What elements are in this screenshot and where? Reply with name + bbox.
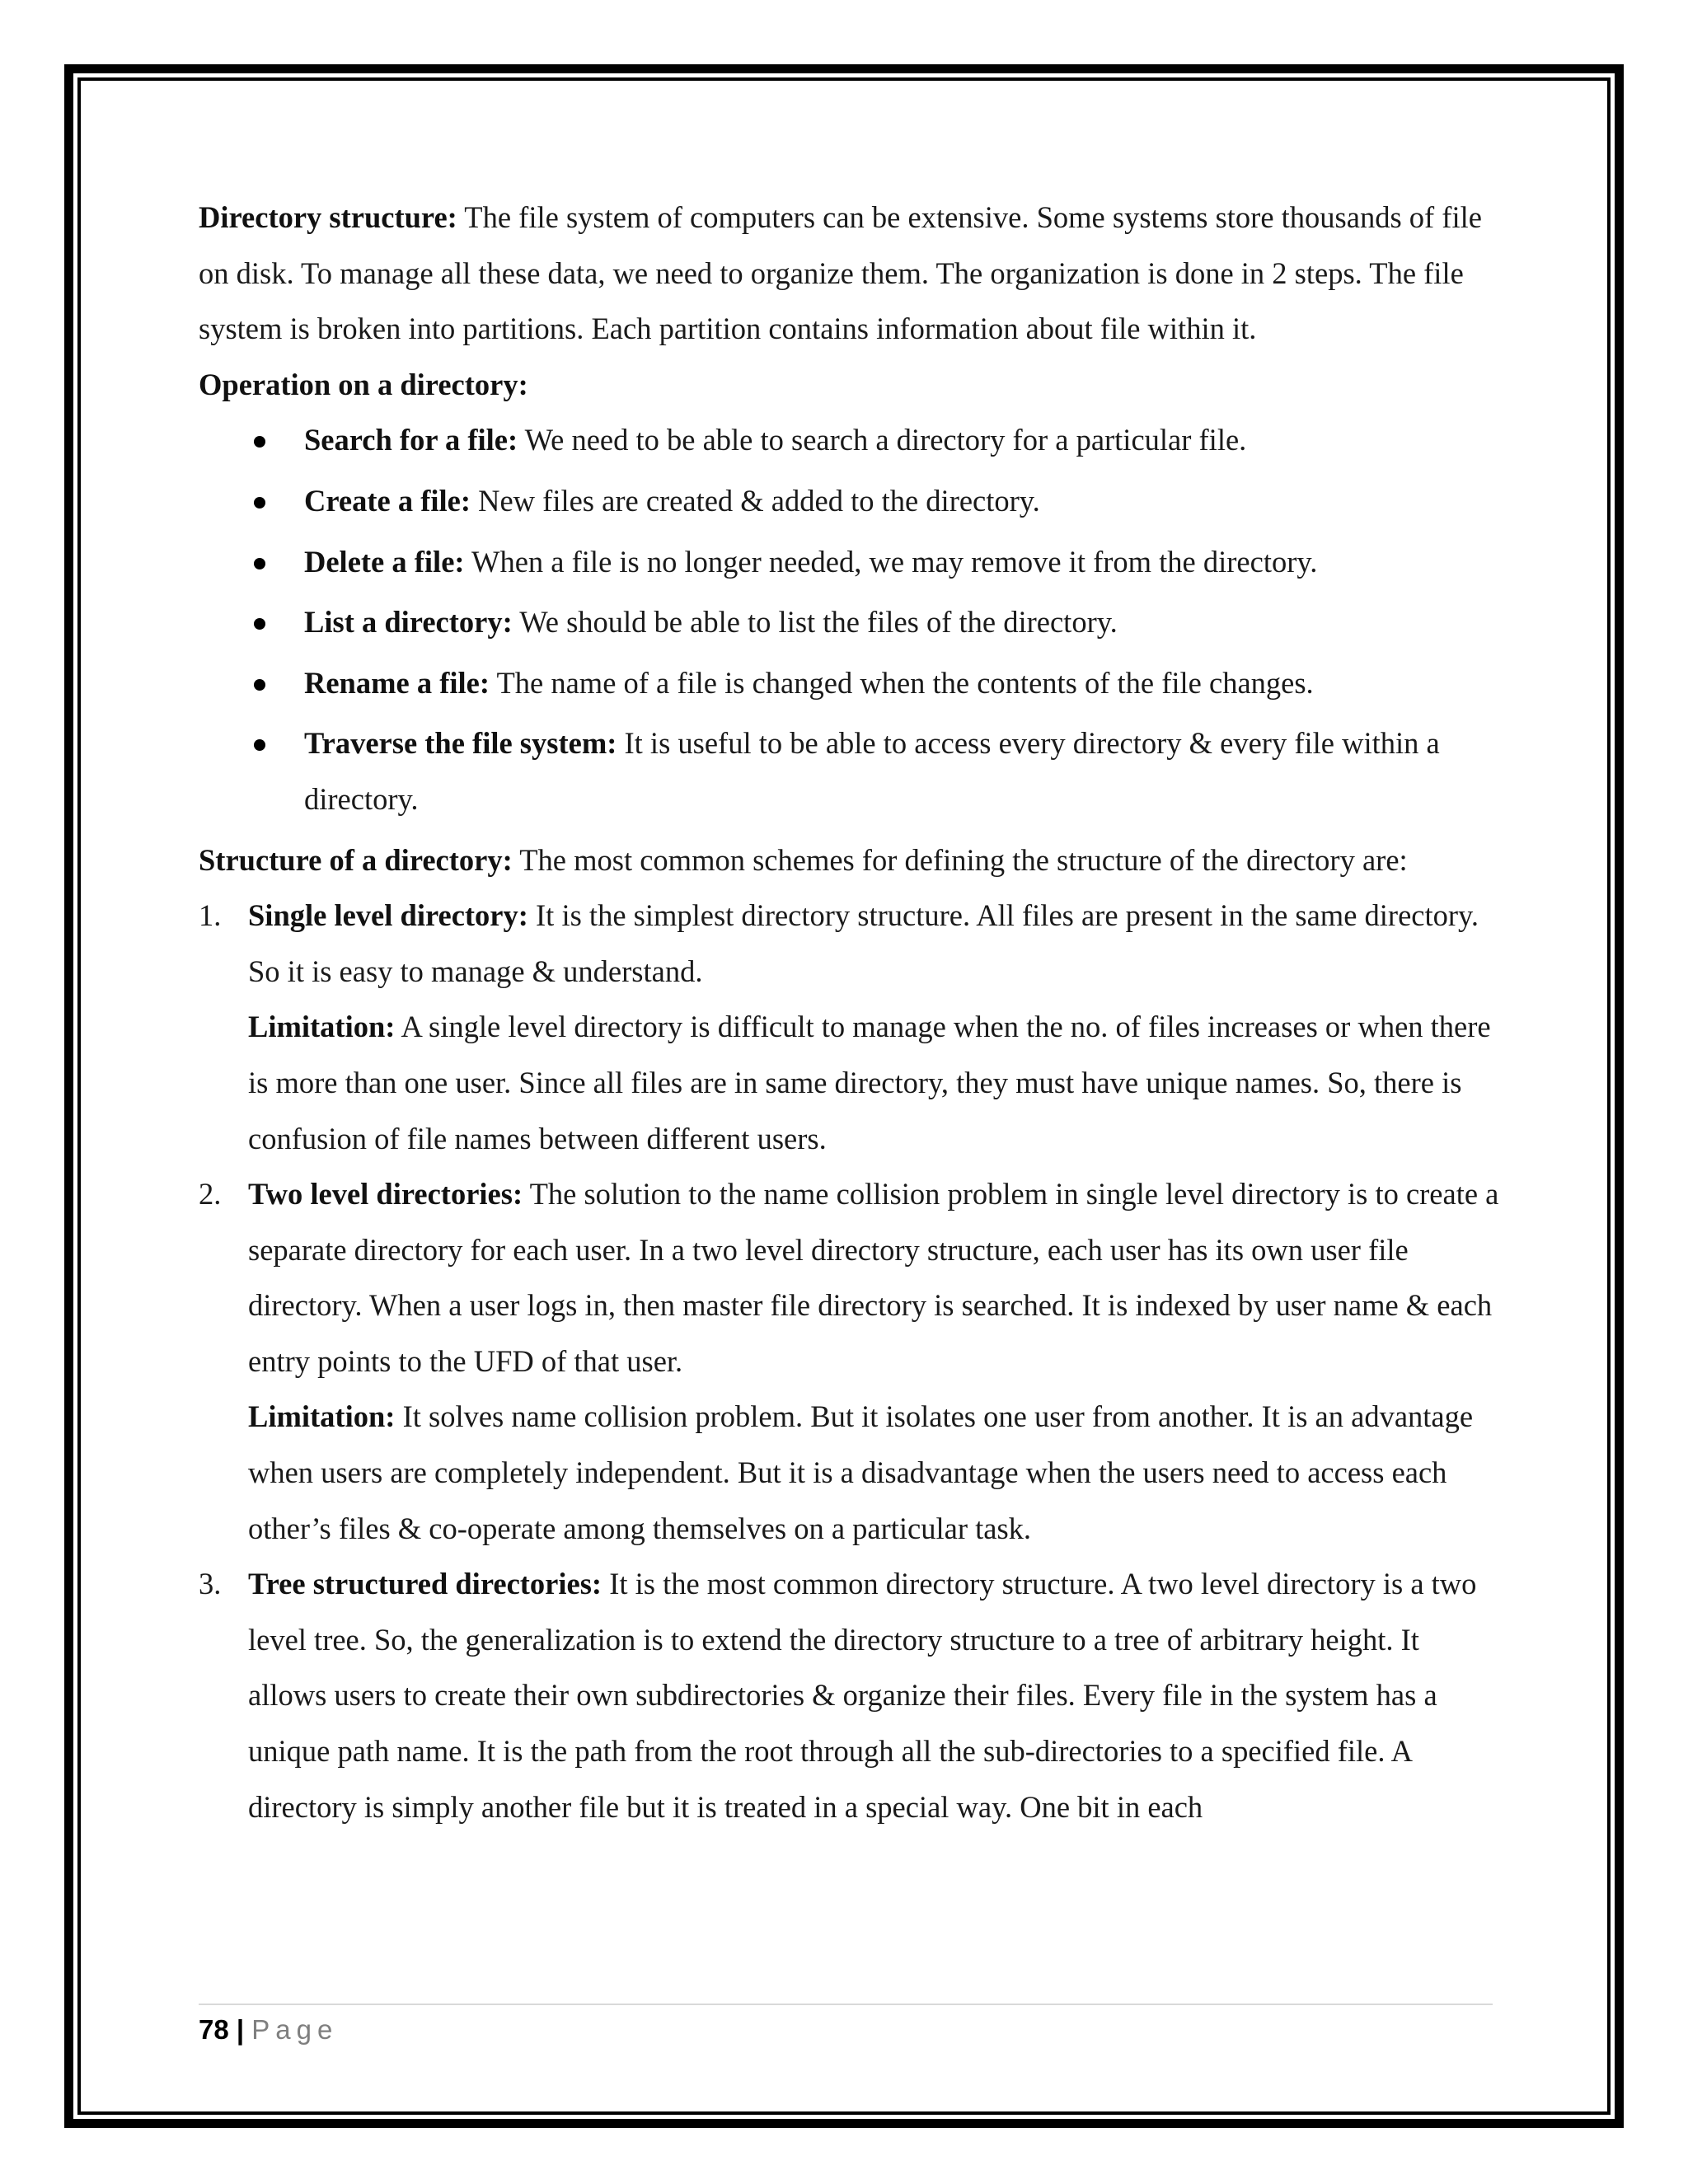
bullet-icon [254, 436, 265, 448]
operations-heading: Operation on a directory: [199, 367, 528, 401]
operations-list-item: Create a file: New files are created & added to the directory. [199, 473, 1501, 529]
list-number: 2. [199, 1177, 222, 1212]
page-number: 78 [199, 2014, 229, 2045]
operations-list-item: List a directory: We should be able to list the files of the directory. [199, 594, 1501, 650]
bullet-icon [254, 618, 265, 630]
limitation-paragraph: Limitation: It solves name collision problem. But it isolates one user from another. It is an advantage when users are completely independent. But it is a disadvantage when the users need to access each other’s files & co-operate among themselves on a particular task. [248, 1399, 1474, 1545]
operations-list-item: Delete a file: When a file is no longer needed, we may remove it from the directory. [199, 534, 1501, 590]
structure-list-item: 1. Single level directory: It is the simplest directory structure. All files are present in the same directory. So it is easy to manage & understand. Limitation: A single level directory is difficult to manage when the no. of files increases or when there is more than one user. Since all files are in same directory, they must have unique names. So, there is confusion of file names between different users. [199, 888, 1501, 1166]
page-label: Page [251, 2014, 339, 2045]
structure-list [199, 888, 1501, 1835]
structure-paragraph [199, 832, 1501, 888]
bullet-icon [254, 679, 265, 691]
bullet-icon [254, 558, 265, 569]
limitation-paragraph: Limitation: A single level directory is difficult to manage when the no. of files increases or when there is more than one user. Since all files are in same directory, they must have unique names. So, there is confusion of file names between different users. [248, 1010, 1491, 1155]
structure-list-item: 2. Two level directories: The solution to the name collision problem in single level directory is to create a separate directory for each user. In a two level directory structure, each user has its own user file directory. When a user logs in, then master file directory is searched. It is indexed by user name & each entry points to the UFD of that user. Limitation: It solves name collision problem. But it isolates one user from another. It is an advantage when users are completely independent. But it is a disadvantage when the users need to access each other’s files & co-operate among themselves on a particular task. [199, 1166, 1501, 1556]
operations-list-item: Rename a file: The name of a file is changed when the contents of the file changes. [199, 655, 1501, 711]
operations-list-item: Traverse the file system: It is useful to be able to access every directory & every file within a directory. [199, 715, 1501, 827]
bullet-icon [254, 739, 265, 751]
intro-paragraph [199, 190, 1501, 357]
operations-list [199, 412, 1501, 827]
page-footer [199, 2008, 338, 2051]
intro-heading: Directory structure: [199, 200, 457, 234]
bullet-icon [254, 497, 265, 509]
list-number: 1. [199, 898, 222, 933]
page-content [199, 190, 1501, 1835]
structure-list-item: 3. Tree structured directories: It is the most common directory structure. A two level directory is a two level tree. So, the generalization is to extend the directory structure to a tree of arbitrary height. It allows users to create their own subdirectories & organize their files. Every file in the system has a unique path name. It is the path from the root through all the sub-directories to a specified file. A directory is simply another file but it is treated in a special way. One bit in each [199, 1556, 1501, 1835]
operations-list-item: Search for a file: We need to be able to search a directory for a particular file. [199, 412, 1501, 468]
structure-heading: Structure of a directory: [199, 842, 513, 877]
footer-separator: | [236, 2014, 245, 2045]
intro-text: The file system of computers can be extensive. Some systems store thousands of file on disk. To manage all these data, we need to organize them. The organization is done in 2 steps. The file system is broken into partitions. Each partition contains information about file within it. [199, 200, 1482, 346]
structure-text: The most common schemes for defining the structure of the directory are: [512, 842, 1408, 877]
footer-divider [199, 2004, 1493, 2005]
list-number: 3. [199, 1567, 222, 1601]
